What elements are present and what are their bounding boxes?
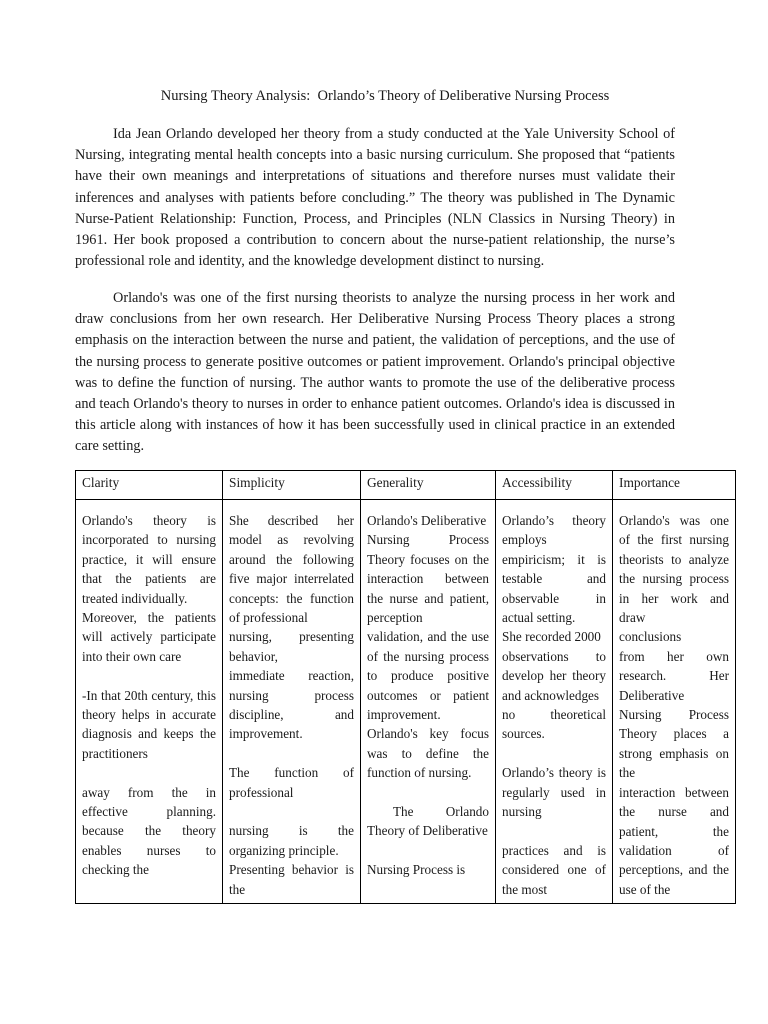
cell-importance-para-1: Orlando's was one of the first nursing theorists to analyze the nursing process in her work and draw xyxy=(619,513,729,626)
cell-accessibility-para-3: observations to develop her theory and acknowledges xyxy=(502,648,606,703)
cell-importance-para-5: interaction between the nurse and patient, the validation of perceptions, and the use of the xyxy=(619,784,729,897)
cell-importance-para-3: from her own research. Her Deliberative xyxy=(619,648,729,703)
cell-generality-para-3: validation, and the use of the nursing process to produce positive outcomes or patient improvement. xyxy=(367,629,489,723)
body-paragraph-2: Orlando's was one of the first nursing theorists to analyze the nursing process in her work and draw conclusions from her own research. Her Deliberative Nursing Process Theory places a strong emphasis on the interaction between the nurse and patient, the validation of perceptions, and the use of the nursing process to generate positive outcomes or patient improvement. Orlando's principal objective was to define the function of nursing. The author wants to promote the use of the deliberative process and teach Orlando's theory to nurses in order to enhance patient outcomes. Orlando's idea is discussed in this article along with instances of how it has been successfully used in clinical practice in an extended care setting. xyxy=(75,290,675,455)
cell-accessibility-para-2: She recorded 2000 xyxy=(502,629,601,645)
cell-simplicity-para-4: The function of professional xyxy=(229,765,354,800)
cell-importance-para-2: conclusions xyxy=(619,629,682,645)
cell-clarity-para-1: Orlando's theory is incorporated to nursing practice, it will ensure that the patients are treated individually. xyxy=(82,513,216,606)
column-header-simplicity: Simplicity xyxy=(223,471,361,500)
cell-simplicity-para-3: immediate reaction, nursing process discipline, and improvement. xyxy=(229,668,354,742)
cell-generality-para-5: The Orlando Theory of Deliberative xyxy=(367,804,489,839)
cell-clarity-para-3: -In that 20th century, this theory helps in accurate diagnosis and keeps the practitioners xyxy=(82,687,216,761)
table-row xyxy=(76,500,736,904)
cell-clarity-para-2: Moreover, the patients will actively participate into their own care xyxy=(82,610,216,664)
cell-accessibility xyxy=(496,500,613,904)
cell-simplicity xyxy=(223,500,361,904)
page-title: Nursing Theory Analysis: Orlando’s Theory of Deliberative Nursing Process xyxy=(160,88,610,104)
column-header-importance: Importance xyxy=(613,471,736,500)
cell-clarity-para-4: away from the in effective planning. because the theory enables nurses to checking the xyxy=(82,784,216,878)
cell-generality-para-4: Orlando's key focus was to define the function of nursing. xyxy=(367,726,489,781)
cell-accessibility-para-6: practices and is considered one of the most xyxy=(502,842,606,897)
column-header-generality: Generality xyxy=(361,471,496,500)
body-paragraph-1: Ida Jean Orlando developed her theory from a study conducted at the Yale University School of Nursing, integrating mental health concepts into a basic nursing curriculum. She proposed that “patients have their own meanings and interpretations of situations and therefore nurses must validate their inferences and analyses with patients before concluding.” The theory was published in The Dynamic Nurse-Patient Relationship: Function, Process, and Principles (NLN Classics in Nursing Theory) in 1961. Her book proposed a contribution to concern about the nurse-patient relationship, the nurse’s professional role and identity, and the knowledge development distinct to nursing. xyxy=(75,126,675,270)
cell-generality-para-6: Nursing Process is xyxy=(367,862,466,878)
column-header-clarity: Clarity xyxy=(76,471,223,500)
cell-simplicity-para-2: nursing, presenting behavior, xyxy=(229,629,354,664)
cell-accessibility-para-4: no theoretical sources. xyxy=(502,707,606,742)
cell-generality xyxy=(361,500,496,904)
cell-importance xyxy=(613,500,736,904)
cell-clarity xyxy=(76,500,223,904)
table-header-row xyxy=(76,471,736,500)
cell-simplicity-para-1: She described her model as revolving around the following five major interrelated concepts: the function of professional xyxy=(229,513,354,626)
cell-accessibility-para-5: Orlando’s theory is regularly used in nursing xyxy=(502,765,606,820)
cell-accessibility-para-1: Orlando’s theory employs empiricism; it is testable and observable in actual setting. xyxy=(502,513,606,626)
cell-importance-para-4: Nursing Process Theory places a strong emphasis on the xyxy=(619,707,729,781)
theory-comparison-table xyxy=(75,470,736,904)
column-header-accessibility: Accessibility xyxy=(496,471,613,500)
cell-generality-para-1: Orlando's Deliberative xyxy=(367,513,487,528)
cell-generality-para-2: Nursing Process Theory focuses on the interaction between the nurse and patient, perception xyxy=(367,532,489,626)
cell-simplicity-para-5: nursing is the organizing principle. xyxy=(229,823,354,858)
cell-simplicity-para-6: Presenting behavior is the xyxy=(229,862,354,897)
